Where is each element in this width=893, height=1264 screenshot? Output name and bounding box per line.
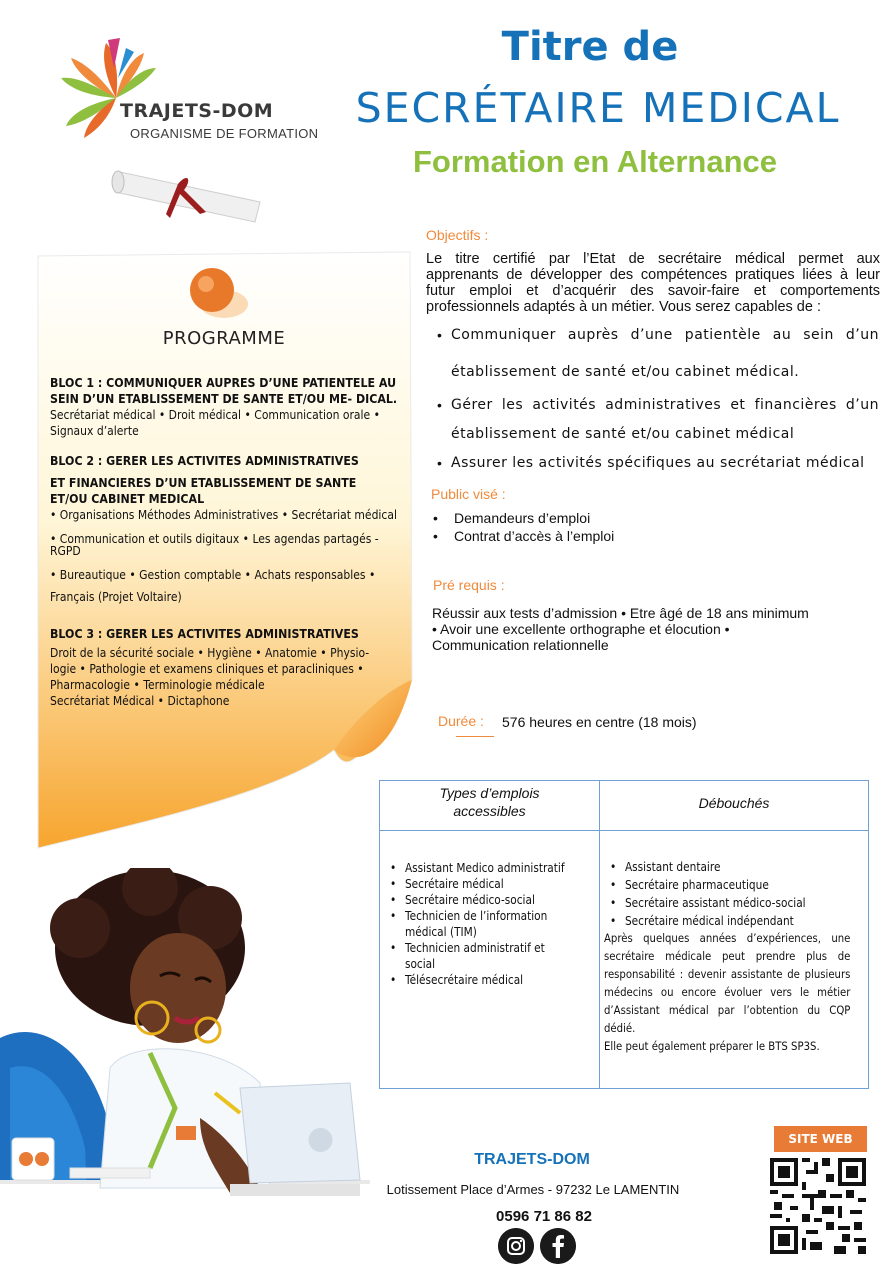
- paragraph-line: Elle peut également préparer le BTS SP3S.: [604, 1039, 820, 1053]
- bloc2-text-line: RGPD: [50, 544, 81, 558]
- page-title-line1: Titre de: [501, 24, 679, 70]
- duree-label: Durée :: [438, 713, 484, 729]
- table-divider: [599, 780, 600, 1089]
- list-item: • Technicien administratif et: [390, 941, 545, 955]
- bloc1-title-line: BLOC 1 : COMMUNIQUER AUPRES D’UNE PATIENTELE AU: [50, 376, 397, 390]
- qr-code-icon[interactable]: [770, 1158, 866, 1254]
- bloc1-text-line: Secrétariat médical • Droit médical • Communication orale •: [50, 408, 380, 422]
- bloc2-title-line: ET/OU CABINET MEDICAL: [50, 492, 205, 506]
- list-item: • Secrétaire médical: [390, 877, 504, 891]
- objectif-bullet-line: établissement de santé et/ou cabinet médical: [451, 426, 795, 442]
- list-item: • Assistant dentaire: [610, 860, 721, 874]
- objectifs-line: futur emploi et d’acquérir des savoir-faire et comportements: [426, 283, 880, 299]
- bloc1-title-line: SEIN D’UN ETABLISSEMENT DE SANTE ET/OU ME- DICAL.: [50, 392, 398, 406]
- list-item: • Télésecrétaire médical: [390, 973, 524, 987]
- prerequis-line: • Avoir une excellente orthographe et élocution •: [432, 621, 730, 637]
- prerequis-text: [432, 605, 809, 653]
- list-item: • Secrétaire médico-social: [390, 893, 535, 907]
- logo-subtitle: ORGANISME DE FORMATION: [130, 126, 319, 141]
- public-label: Public visé :: [431, 486, 506, 502]
- bloc2: [50, 453, 436, 605]
- site-web-label[interactable]: SITE WEB: [774, 1126, 867, 1152]
- objectifs-label: Objectifs :: [426, 227, 489, 243]
- list-item: • Secrétaire pharmaceutique: [610, 878, 769, 892]
- paragraph-line: Après quelques années d’expériences, une: [604, 931, 851, 945]
- bullet-icon: •: [437, 455, 442, 471]
- footer-address: Lotissement Place d’Armes - 97232 Le LAMENTIN: [386, 1182, 680, 1197]
- objectif-bullet-line: Assurer les activités spécifiques au secrétariat médical: [451, 455, 865, 471]
- objectif-bullet-line: établissement de santé et/ou cabinet médical.: [451, 364, 800, 380]
- bloc3-text-line: Secrétariat Médical • Dictaphone: [50, 694, 230, 708]
- table-header-line: accessibles: [453, 803, 526, 819]
- duree-underline: [456, 736, 494, 737]
- bullet-icon: •: [437, 397, 442, 413]
- prerequis-label: Pré requis :: [433, 577, 505, 593]
- bloc2-text-line: Français (Projet Voltaire): [50, 590, 182, 604]
- objectifs-line: Le titre certifié par l’Etat de secrétaire médical permet aux: [426, 251, 880, 267]
- footer-phone: 0596 71 86 82: [496, 1208, 592, 1225]
- emplois-list: [390, 860, 590, 988]
- bullet-icon: •: [437, 327, 442, 343]
- bloc3: [50, 626, 405, 709]
- objectif-bullet-line: Gérer les activités administratives et financières d’un: [451, 397, 879, 413]
- bloc2-text-line: • Communication et outils digitaux • Les agendas partagés -: [50, 532, 379, 546]
- prerequis-line: Réussir aux tests d’admission • Etre âgé de 18 ans minimum: [432, 605, 809, 621]
- list-item: • Assistant Medico administratif: [390, 861, 565, 875]
- prerequis-line: Communication relationnelle: [432, 637, 609, 653]
- debouches-paragraph: [604, 929, 884, 1055]
- list-item-continued: social: [404, 957, 436, 971]
- page-title-line2: SECRÉTAIRE MEDICAL: [355, 84, 841, 132]
- table-header-emplois: [380, 785, 599, 819]
- table-header-line: Types d’emplois: [439, 785, 540, 801]
- bloc2-text-line: • Bureautique • Gestion comptable • Achats responsables •: [50, 568, 376, 582]
- list-item: • Secrétaire assistant médico-social: [610, 896, 806, 910]
- objectifs-line: professionnels adaptés à un métier. Vous serez capables de :: [426, 299, 821, 315]
- objectif-bullet-line: Communiquer auprès d’une patientèle au sein d’un: [451, 327, 879, 343]
- bloc3-text-line: logie • Pathologie et examens cliniques et paracliniques •: [50, 662, 364, 676]
- list-item: • Technicien de l’information: [390, 909, 548, 923]
- bloc1: [50, 375, 427, 439]
- bloc2-title-line: BLOC 2 : GERER LES ACTIVITES ADMINISTRATIVES: [50, 454, 359, 468]
- bloc3-text-line: Droit de la sécurité sociale • Hygiène • Anatomie • Physio-: [50, 646, 370, 660]
- instagram-icon[interactable]: [498, 1228, 534, 1264]
- paragraph-line: responsabilité : devenir assistante de plusieurs: [604, 967, 851, 981]
- paragraph-line: médecins ou encore évoluer vers le métier: [604, 985, 851, 999]
- page-subtitle: Formation en Alternance: [412, 144, 778, 179]
- list-item: • Secrétaire médical indépendant: [610, 914, 794, 928]
- logo-name: TRAJETS-DOM: [120, 100, 274, 122]
- paragraph-line: d’Assistant médical par l’obtention du CQP dédié.: [604, 1003, 851, 1035]
- public-item: Contrat d’accès à l’emploi: [454, 528, 615, 544]
- public-item: Demandeurs d’emploi: [454, 510, 591, 526]
- bullet-icon: •: [433, 528, 438, 544]
- bloc3-text-line: Pharmacologie • Terminologie médicale: [50, 678, 265, 692]
- diploma-scroll-icon: [110, 152, 280, 230]
- table-header-debouches: Débouchés: [698, 795, 770, 811]
- bloc2-title-line: ET FINANCIERES D’UN ETABLISSEMENT DE SANTE: [50, 476, 357, 490]
- bullet-icon: •: [433, 510, 438, 526]
- table-divider: [379, 830, 869, 831]
- bloc1-text-line: Signaux d’alerte: [50, 424, 139, 438]
- objectifs-line: apprenants de développer des compétences pratiques liées à leur: [426, 267, 880, 283]
- debouches-list: [610, 858, 865, 930]
- objectifs-text: [426, 251, 880, 315]
- duree-value: 576 heures en centre (18 mois): [502, 714, 697, 730]
- programme-heading: PROGRAMME: [162, 328, 286, 349]
- bloc3-title-line: BLOC 3 : GERER LES ACTIVITES ADMINISTRATIVES: [50, 627, 359, 641]
- facebook-icon[interactable]: [540, 1228, 576, 1264]
- bloc2-text-line: • Organisations Méthodes Administratives • Secrétariat médical: [50, 508, 397, 522]
- pushpin-icon: [180, 266, 250, 326]
- secretary-illustration: [0, 868, 370, 1263]
- paragraph-line: secrétaire médicale peut prendre plus de: [604, 949, 851, 963]
- list-item-continued: médical (TIM): [404, 925, 477, 939]
- footer-org-name: TRAJETS-DOM: [474, 1151, 590, 1168]
